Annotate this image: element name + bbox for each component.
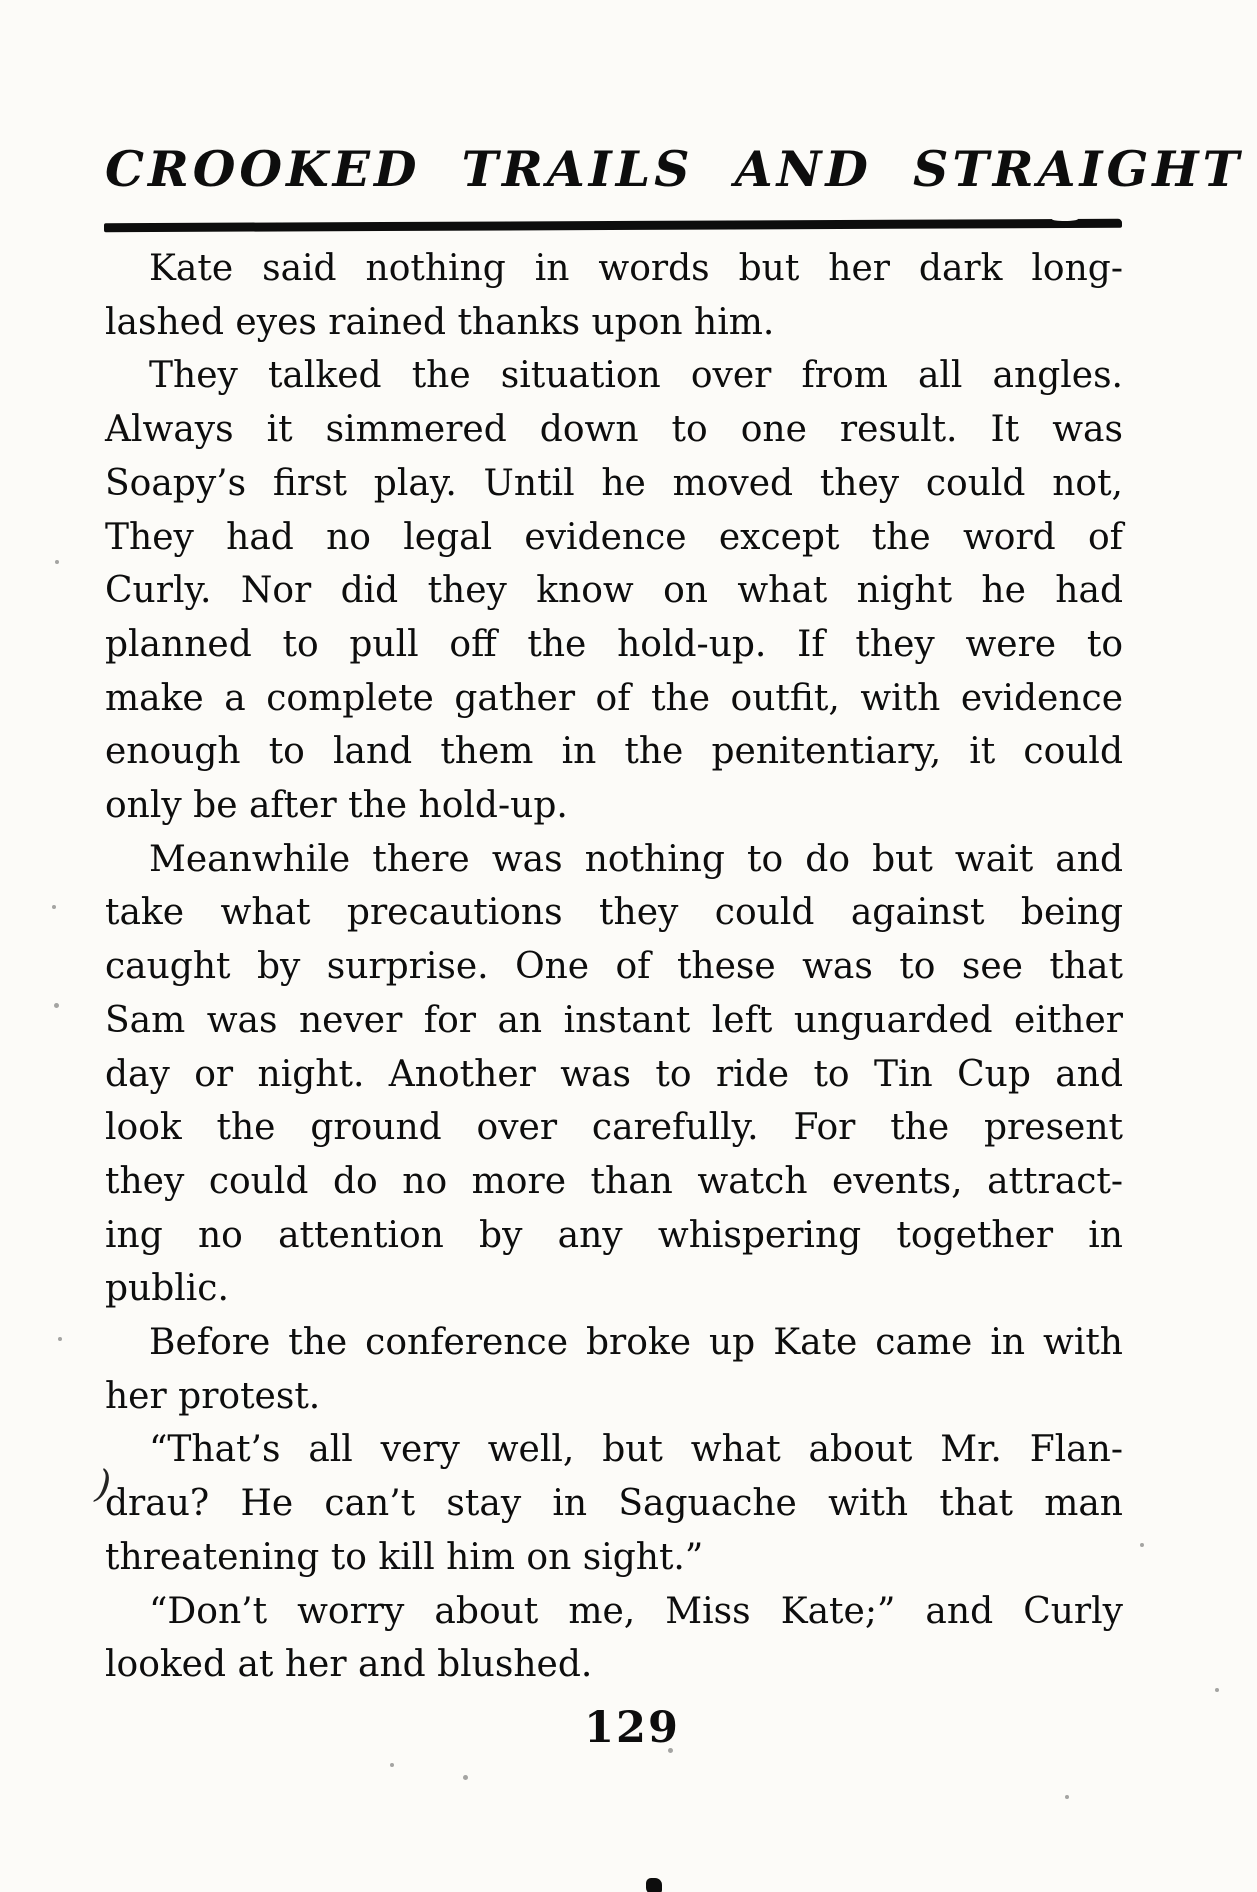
text-line: ing no attention by any whispering together in [105,1214,1123,1256]
text-line: threatening to kill him on sight.” [105,1536,704,1578]
text-line: They talked the situation over from all angles. [149,355,1123,397]
text-line: only be after the hold-up. [105,785,568,827]
text-line: caught by surprise. One of these was to see that [105,946,1123,988]
paragraph [105,1423,1123,1584]
scan-noise-speck [55,560,59,564]
text-line: her protest. [105,1375,321,1417]
text-line: “That’s all very well, but what about Mr. Flan- [149,1429,1123,1471]
text-line: enough to land them in the penitentiary, it could [105,731,1123,773]
text-line: Soapy’s first play. Until he moved they could not, [105,462,1123,504]
scan-noise-speck [390,1763,394,1767]
scan-noise-speck [463,1775,468,1780]
scan-noise-speck [668,1748,673,1753]
text-line: look the ground over carefully. For the present [105,1107,1123,1149]
text-line: looked at her and blushed. [105,1644,593,1686]
text-line: Sam was never for an instant left unguarded either [105,999,1123,1041]
scan-noise-speck [1140,1543,1144,1547]
ink-blob [646,1878,662,1892]
text-line: they could do no more than watch events, attract- [105,1160,1123,1202]
stray-ink-mark: ) [93,1461,114,1507]
text-line: Before the conference broke up Kate came in with [149,1322,1123,1364]
text-line: planned to pull off the hold-up. If they were to [105,623,1123,665]
text-line: day or night. Another was to ride to Tin Cup and [105,1053,1123,1095]
text-line: “Don’t worry about me, Miss Kate;” and Curly [149,1590,1123,1632]
text-line: Kate said nothing in words but her dark long- [149,248,1123,289]
paragraph [105,349,1123,832]
header-rule [104,219,1122,232]
page-number: 129 [584,1703,680,1753]
paragraph [105,1316,1123,1423]
text-line: They had no legal evidence except the word of [105,516,1123,558]
scan-noise-speck [1065,1795,1069,1799]
scan-noise-speck [54,1003,59,1008]
text-line: Meanwhile there was nothing to do but wait and [149,838,1123,880]
paragraph [105,1585,1123,1692]
text-line: make a complete gather of the outfit, with evidence [105,677,1123,719]
scan-noise-speck [1215,1688,1219,1692]
text-line: drau? He can’t stay in Saguache with that man [105,1483,1123,1525]
text-line: Curly. Nor did they know on what night he had [105,570,1123,612]
scan-noise-speck [58,1337,62,1341]
running-header-title: CROOKED TRAILS AND STRAIGHT [105,140,1244,198]
paragraph [105,242,1123,349]
text-line: Always it simmered down to one result. It was [105,409,1123,451]
scan-noise-speck [52,905,56,909]
text-line: lashed eyes rained thanks upon him. [105,301,775,343]
page-body-text [105,242,1123,1692]
text-line: take what precautions they could against being [105,892,1123,934]
text-line: public. [105,1268,229,1310]
paragraph [105,833,1123,1316]
